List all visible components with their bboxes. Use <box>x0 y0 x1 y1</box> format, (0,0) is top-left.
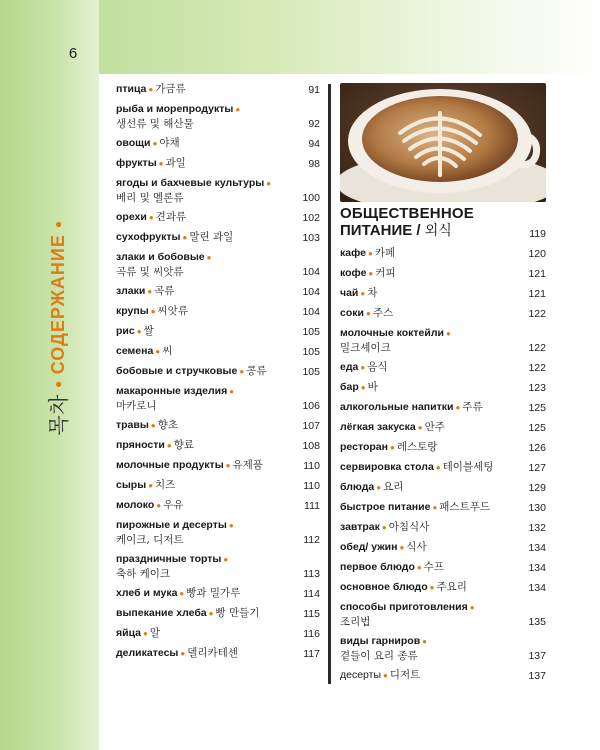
entry-ko: 콩류 <box>246 365 267 377</box>
toc-entry[interactable] <box>340 420 546 435</box>
section-title-line1: ОБЩЕСТВЕННОЕ <box>340 205 474 222</box>
entry-ko: 빵과 밀가루 <box>186 587 241 599</box>
entry-ko: 씨앗류 <box>157 305 188 317</box>
entry-ko: 디저트 <box>389 669 421 681</box>
toc-entry[interactable] <box>116 304 320 319</box>
entry-ko: 치즈 <box>155 479 176 491</box>
toc-entry[interactable] <box>340 326 546 355</box>
bullet-icon: ● <box>148 213 154 222</box>
toc-entry[interactable] <box>116 586 320 601</box>
toc-entry[interactable] <box>116 344 320 359</box>
entry-ru: чай <box>340 287 359 299</box>
entry-ko: 아침식사 <box>388 521 430 533</box>
bullet-icon: ● <box>229 387 235 396</box>
section-title-line2: ПИТАНИЕ / <box>340 222 421 239</box>
entry-ko: 향초 <box>157 419 178 431</box>
entry-ru: соки <box>340 307 364 319</box>
bullet-icon: ● <box>228 521 234 530</box>
entry-page: 105 <box>302 346 320 358</box>
bullet-icon: ● <box>235 105 241 114</box>
entry-page: 135 <box>528 616 546 628</box>
entry-page: 98 <box>308 158 320 170</box>
entry-ru: блюда <box>340 481 375 493</box>
toc-entry[interactable] <box>116 364 320 379</box>
entry-ru: еда <box>340 361 359 373</box>
entry-ko: 유제품 <box>232 459 263 471</box>
entry-page: 102 <box>302 212 320 224</box>
entry-ru: травы <box>116 419 149 431</box>
bullet-icon: ● <box>166 441 172 450</box>
entry-ko: 가금류 <box>155 83 186 95</box>
entry-ru: первое блюдо <box>340 561 415 573</box>
toc-entry[interactable] <box>340 360 546 375</box>
entry-ru: бобовые и стручковые <box>116 365 238 377</box>
entry-ko: 식사 <box>406 541 427 553</box>
toc-entry[interactable] <box>116 384 320 413</box>
toc-entry[interactable] <box>116 458 320 473</box>
entry-ko: 레스토랑 <box>396 441 438 453</box>
entry-ru: макаронные изделия <box>116 385 228 397</box>
entry-ru: быстрое питание <box>340 501 431 513</box>
toc-entry[interactable] <box>340 540 546 555</box>
bullet-icon: ● <box>417 423 423 432</box>
toc-entry[interactable] <box>116 176 320 205</box>
entry-page: 123 <box>528 382 546 394</box>
entry-ru: деликатесы <box>116 647 179 659</box>
bullet-icon: ● <box>469 603 475 612</box>
entry-page: 112 <box>303 534 320 546</box>
bullet-icon: ● <box>422 637 428 646</box>
entry-ru: орехи <box>116 211 147 223</box>
entry-ko: 바 <box>367 381 378 393</box>
toc-entry[interactable] <box>340 500 546 515</box>
toc-entry[interactable] <box>116 102 320 131</box>
entry-page: 105 <box>302 326 320 338</box>
entry-ko: 쌀 <box>143 325 154 337</box>
entry-ko: 과일 <box>165 157 186 169</box>
entry-ko: 케이크, 디저트 <box>116 534 184 546</box>
entry-ko: 차 <box>367 287 378 299</box>
entry-ru: сыры <box>116 479 147 491</box>
entry-page: 110 <box>303 480 320 492</box>
toc-entry[interactable] <box>116 552 320 581</box>
bullet-icon: ● <box>147 287 153 296</box>
entry-page: 134 <box>528 582 546 594</box>
entry-ru: кофе <box>340 267 367 279</box>
entry-ru: пирожные и десерты <box>116 519 227 531</box>
toc-entry[interactable] <box>340 460 546 475</box>
bullet-icon: ● <box>143 629 148 638</box>
entry-ru: злаки и бобовые <box>116 251 205 263</box>
bullet-icon: ● <box>152 139 158 148</box>
bullet-icon: ● <box>179 589 185 598</box>
bullet-icon: ● <box>223 555 229 564</box>
bullet-icon: ● <box>180 649 186 658</box>
toc-entry[interactable] <box>340 266 546 281</box>
entry-page: 94 <box>308 138 320 150</box>
side-title-ru: СОДЕРЖАНИЕ <box>47 234 68 375</box>
entry-ko: 주스 <box>372 307 394 319</box>
entry-page: 129 <box>528 482 546 494</box>
entry-page: 104 <box>302 286 320 298</box>
entry-page: 113 <box>303 568 320 580</box>
toc-entry[interactable] <box>340 668 546 683</box>
bullet-icon: ● <box>416 563 422 572</box>
section-title-ko: 외식 <box>424 223 452 239</box>
toc-entry[interactable] <box>116 478 320 493</box>
bullet-icon: ● <box>266 179 272 188</box>
entry-page: 125 <box>528 422 546 434</box>
toc-entry[interactable] <box>116 626 320 641</box>
bullet-icon: ● <box>155 347 161 356</box>
entry-page: 104 <box>302 306 320 318</box>
bullet-icon: ● <box>239 367 245 376</box>
entry-ru: рис <box>116 325 135 337</box>
side-title-ko: 목차 <box>47 394 71 436</box>
entry-ru: бар <box>340 381 359 393</box>
bullet-icon: ● <box>156 501 162 510</box>
bullet-icon: ● <box>51 220 65 229</box>
entry-page: 122 <box>528 342 546 354</box>
entry-page: 127 <box>528 462 546 474</box>
entry-ko: 곡류 및 씨앗류 <box>116 266 184 278</box>
entry-page: 130 <box>528 502 546 514</box>
entry-page: 100 <box>302 192 320 204</box>
entry-ko: 주요리 <box>436 581 467 593</box>
bullet-icon: ● <box>206 253 212 262</box>
entry-ko: 요리 <box>383 481 404 493</box>
bullet-icon: ● <box>225 461 231 470</box>
toc-entry[interactable] <box>340 306 546 321</box>
bullet-icon: ● <box>208 609 214 618</box>
entry-page: 111 <box>304 500 320 512</box>
toc-entry[interactable] <box>340 380 546 395</box>
bullet-icon: ● <box>360 383 366 392</box>
entry-ru: завтрак <box>340 521 380 533</box>
entry-ko: 마카로니 <box>116 400 157 412</box>
toc-entry[interactable] <box>116 136 320 151</box>
entry-page: 122 <box>528 362 546 374</box>
entry-ru: семена <box>116 345 154 357</box>
entry-page: 134 <box>528 542 546 554</box>
bullet-icon: ● <box>435 463 441 472</box>
toc-entry[interactable] <box>116 518 320 547</box>
entry-ko: 말린 과일 <box>189 231 234 243</box>
entry-page: 110 <box>303 460 320 472</box>
entry-ko: 조리법 <box>340 616 371 628</box>
entry-ru: алкогольные напитки <box>340 401 454 413</box>
entry-ru: рыба и морепродукты <box>116 103 234 115</box>
cappuccino-photo <box>340 83 546 202</box>
entry-page: 115 <box>303 608 320 620</box>
toc-entry[interactable] <box>116 82 320 97</box>
toc-entry[interactable] <box>340 520 546 535</box>
toc-entry[interactable] <box>116 284 320 299</box>
section-heading[interactable] <box>340 206 546 240</box>
bullet-icon: ● <box>368 269 374 278</box>
bullet-icon: ● <box>376 483 382 492</box>
entry-ru: десерты <box>340 669 382 681</box>
toc-entry[interactable] <box>340 440 546 455</box>
toc-entry[interactable] <box>116 418 320 433</box>
entry-page: 126 <box>528 442 546 454</box>
entry-page: 134 <box>528 562 546 574</box>
page-number: 6 <box>68 45 78 62</box>
entry-page: 120 <box>528 248 546 260</box>
toc-entry[interactable] <box>116 210 320 225</box>
entry-page: 91 <box>308 84 320 96</box>
entry-ru: лёгкая закуска <box>340 421 416 433</box>
entry-ru: молочные коктейли <box>340 327 444 339</box>
bullet-icon: ● <box>158 159 164 168</box>
entry-ko: 야채 <box>159 137 180 149</box>
entry-ru: ягоды и бахчевые культуры <box>116 177 265 189</box>
entry-ru: кафе <box>340 247 366 259</box>
bullet-icon: ● <box>445 329 451 338</box>
toc-entry[interactable] <box>340 560 546 575</box>
bullet-icon: ● <box>148 481 154 490</box>
bullet-icon: ● <box>360 289 366 298</box>
bullet-icon: ● <box>429 583 435 592</box>
entry-ru: овощи <box>116 137 151 149</box>
entry-ko: 테이블세팅 <box>442 461 494 473</box>
toc-entry[interactable] <box>340 580 546 595</box>
entry-ru: хлеб и мука <box>116 587 178 599</box>
entry-ru: сервировка стола <box>340 461 434 473</box>
entry-page: 92 <box>308 118 320 130</box>
entry-ko: 패스트푸드 <box>439 501 490 513</box>
entry-page: 122 <box>528 308 546 320</box>
entry-ko: 주류 <box>462 401 483 413</box>
entry-page: 106 <box>302 400 320 412</box>
entry-ko: 음식 <box>367 361 388 373</box>
bullet-icon: ● <box>365 309 371 318</box>
entry-ru: птица <box>116 83 147 95</box>
bullet-icon: ● <box>383 671 388 680</box>
entry-ko: 안주 <box>424 421 445 433</box>
entry-ko: 밀크셰이크 <box>340 342 391 354</box>
entry-page: 107 <box>302 420 320 432</box>
toc-right-column <box>340 206 546 688</box>
entry-page: 116 <box>303 628 320 640</box>
entry-ru: праздничные торты <box>116 553 222 565</box>
toc-entry[interactable] <box>116 156 320 171</box>
bullet-icon: ● <box>136 327 142 336</box>
bullet-icon: ● <box>150 421 156 430</box>
column-divider <box>328 84 331 684</box>
toc-entry[interactable] <box>116 324 320 339</box>
toc-entry[interactable] <box>340 480 546 495</box>
entry-ru: молочные продукты <box>116 459 224 471</box>
entry-page: 117 <box>303 648 320 660</box>
bullet-icon: ● <box>455 403 461 412</box>
toc-entry[interactable] <box>116 606 320 621</box>
entry-page: 137 <box>528 650 546 662</box>
toc-entry[interactable] <box>116 230 320 245</box>
entry-ru: виды гарниров <box>340 635 421 647</box>
bullet-icon: ● <box>182 233 188 242</box>
bullet-icon: ● <box>150 307 156 316</box>
entry-page: 137 <box>528 670 546 682</box>
entry-ru: злаки <box>116 285 146 297</box>
entry-ko: 알 <box>149 627 161 639</box>
entry-ru: ресторан <box>340 441 388 453</box>
entry-ko: 곁들이 요리 종류 <box>340 650 418 662</box>
entry-ko: 곡류 <box>154 285 175 297</box>
entry-page: 132 <box>528 522 546 534</box>
entry-ru: способы приготовления <box>340 601 468 613</box>
entry-ko: 향료 <box>173 439 194 451</box>
toc-entry[interactable] <box>340 286 546 301</box>
entry-ko: 베리 및 멜론류 <box>116 192 184 204</box>
toc-entry[interactable] <box>116 438 320 453</box>
bullet-icon: ● <box>148 85 154 94</box>
entry-ru: обед/ ужин <box>340 541 398 553</box>
entry-ko: 축하 케이크 <box>116 568 171 580</box>
entry-ru: крупы <box>116 305 149 317</box>
entry-ru: сухофрукты <box>116 231 181 243</box>
entry-ko: 카페 <box>374 247 396 259</box>
toc-entry[interactable] <box>116 498 320 513</box>
toc-entry[interactable] <box>340 400 546 415</box>
entry-page: 103 <box>302 232 320 244</box>
entry-page: 121 <box>528 268 546 280</box>
entry-ru: пряности <box>116 439 165 451</box>
entry-page: 104 <box>302 266 320 278</box>
toc-entry[interactable] <box>340 600 546 629</box>
entry-page: 105 <box>302 366 320 378</box>
bullet-icon: ● <box>399 543 405 552</box>
entry-ko: 우유 <box>163 499 184 511</box>
entry-ko: 빵 만들기 <box>215 607 260 619</box>
toc-entry[interactable] <box>340 634 546 663</box>
toc-entry[interactable] <box>116 250 320 279</box>
bullet-icon: ● <box>367 249 373 258</box>
toc-entry[interactable] <box>116 646 320 661</box>
toc-left-column <box>116 82 320 666</box>
entry-page: 114 <box>303 588 320 600</box>
entry-ru: яйца <box>116 627 142 639</box>
bullet-icon: ● <box>389 443 395 452</box>
bullet-icon: ● <box>360 363 366 372</box>
entry-ko: 커피 <box>375 267 396 279</box>
bullet-icon: ● <box>381 523 387 532</box>
entry-ko: 씨 <box>162 345 173 357</box>
entry-ru: молоко <box>116 499 155 511</box>
entry-ko: 델리카테센 <box>187 647 238 659</box>
entry-ru: фрукты <box>116 157 157 169</box>
entry-ko: 수프 <box>423 561 445 573</box>
entry-ru: основное блюдо <box>340 581 428 593</box>
entry-page: 121 <box>528 288 546 300</box>
section-page: 119 <box>529 228 546 240</box>
entry-ko: 견과류 <box>155 211 187 223</box>
entry-ru: выпекание хлеба <box>116 607 207 619</box>
cappuccino-latte-art-icon <box>340 83 546 202</box>
bullet-icon: ● <box>432 503 438 512</box>
entry-ko: 생선류 및 해산물 <box>116 118 194 130</box>
entry-page: 125 <box>528 402 546 414</box>
bullet-icon: ● <box>51 380 65 389</box>
side-title <box>43 220 73 435</box>
entry-page: 108 <box>302 440 320 452</box>
toc-entry[interactable] <box>340 246 546 261</box>
